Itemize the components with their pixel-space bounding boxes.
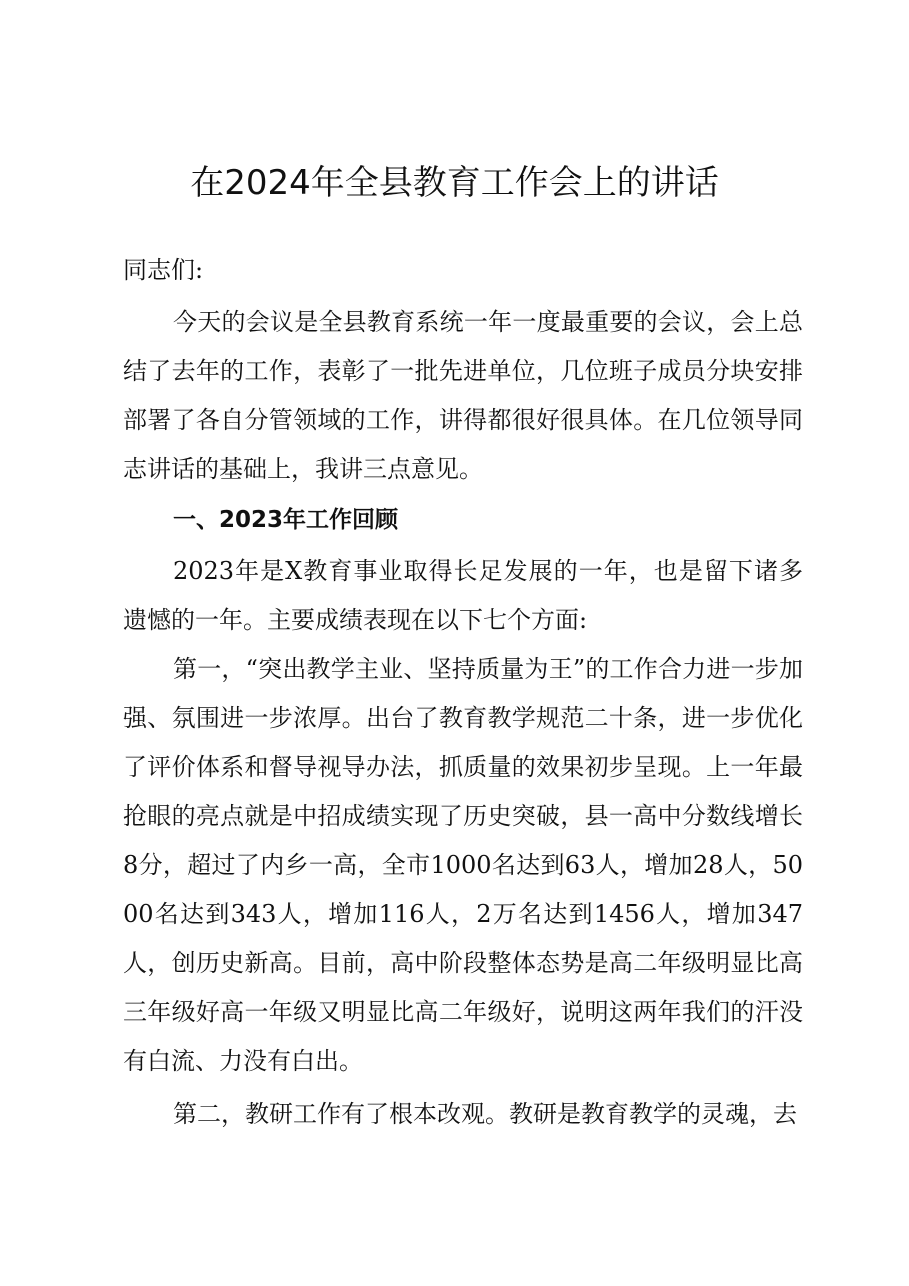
document-body [123,246,803,1139]
salutation: 同志们: [123,256,204,284]
intro-paragraph: 今天的会议是全县教育系统一年一度最重要的会议，会上总结了去年的工作，表彰了一批先进单位，几位班子成员分块安排部署了各自分管领域的工作，讲得都很好很具体。在几位领导同志讲话的基础上，我讲三点意见。 [123,308,803,483]
document-title: 在2024年全县教育工作会上的讲话 [190,163,719,203]
section-paragraph: 第二，教研工作有了根本改观。教研是教育教学的灵魂，去 [173,1100,797,1128]
section-paragraph: 2023年是X教育事业取得长足发展的一年，也是留下诸多遗憾的一年。主要成绩表现在以下七个方面: [123,557,803,634]
section-heading: 一、2023年工作回顾 [173,507,399,533]
section-paragraph: 第一，“突出教学主业、坚持质量为王”的工作合力进一步加强、氛围进一步浓厚。出台了教育教学规范二十条，进一步优化了评价体系和督导视导办法，抓质量的效果初步呈现。上一年最抢眼的亮点就是中招成绩实现了历史突破，县一高中分数线增长8分，超过了内乡一高，全市1000名达到63人，增加28人，5000名达到343人，增加116人，2万名达到1456人，增加347人，创历史新高。目前，高中阶段整体态势是高二年级明显比高三年级好高一年级又明显比高二年级好，说明这两年我们的汗没有白流、力没有白出。 [123,655,803,1075]
